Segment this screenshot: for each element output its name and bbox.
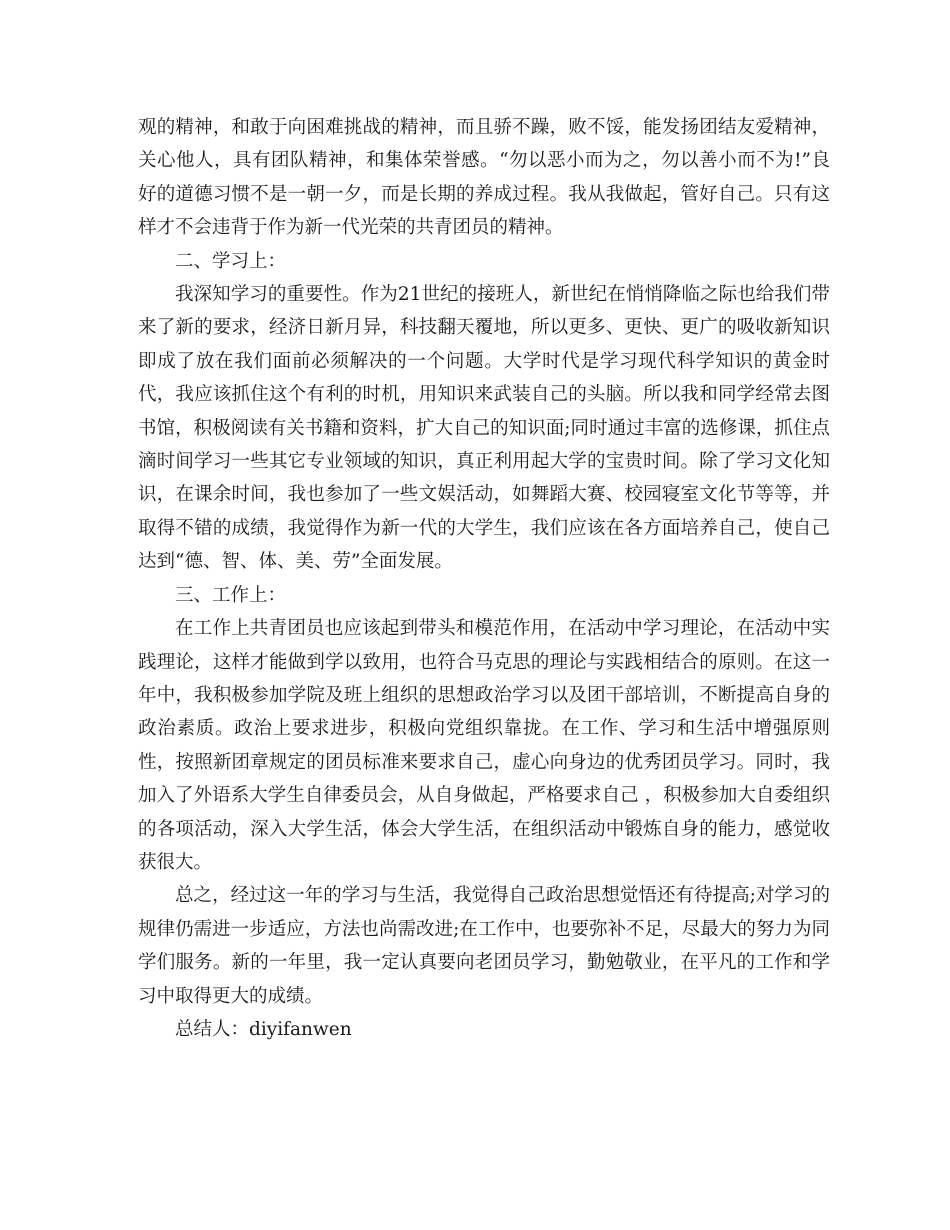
heading-study: 二、学习上： <box>175 250 287 272</box>
paragraph-spirit: 观的精神，和敢于向困难挑战的精神，而且骄不躁，败不馁，能发扬团结友爱精神，关心他人，具有团队精神，和集体荣誉感。“勿以恶小而为之，勿以善小而不为!”良好的道德习惯不是一朝一夕，而是长期的养成过程。我从我做起，管好自己。只有这样才不会违背于作为新一代光荣的共青团员的精神。 <box>138 117 830 239</box>
document-body <box>138 111 830 1046</box>
paragraph-work: 在工作上共青团员也应该起到带头和模范作用，在活动中学习理论，在活动中实践理论，这样才能做到学以致用，也符合马克思的理论与实践相结合的原则。在这一年中，我积极参加学院及班上组织的思想政治学习以及团干部培训，不断提高自身的政治素质。政治上要求进步，积极向党组织靠拢。在工作、学习和生活中增强原则性，按照新团章规定的团员标准来要求自己，虚心向身边的优秀团员学习。同时，我加入了外语系大学生自律委员会，从自身做起，严格要求自己 ，积极参加大自委组织的各项活动，深入大学生活，体会大学生活，在组织活动中锻炼自身的能力，感觉收获很大。 <box>138 618 830 873</box>
author-signature: 总结人：diyifanwen <box>175 1018 352 1040</box>
paragraph-study: 我深知学习的重要性。作为21世纪的接班人，新世纪在悄悄降临之际也给我们带来了新的要求，经济日新月异，科技翻天覆地，所以更多、更快、更广的吸收新知识即成了放在我们面前必须解决的一个问题。大学时代是学习现代科学知识的黄金时代，我应该抓住这个有利的时机，用知识来武装自己的头脑。所以我和同学经常去图书馆，积极阅读有关书籍和资料，扩大自己的知识面;同时通过丰富的选修课，抓住点滴时间学习一些其它专业领域的知识，真正利用起大学的宝贵时间。除了学习文化知识，在课余时间，我也参加了一些文娱活动，如舞蹈大赛、校园寝室文化节等等，并取得不错的成绩，我觉得作为新一代的大学生，我们应该在各方面培养自己，使自己达到“德、智、体、美、劳”全面发展。 <box>138 284 830 573</box>
paragraph-conclusion: 总之，经过这一年的学习与生活，我觉得自己政治思想觉悟还有待提高;对学习的规律仍需进一步适应，方法也尚需改进;在工作中，也要弥补不足，尽最大的努力为同学们服务。新的一年里，我一定认真要向老团员学习，勤勉敬业，在平凡的工作和学习中取得更大的成绩。 <box>138 885 830 1007</box>
heading-work: 三、工作上： <box>175 584 287 606</box>
